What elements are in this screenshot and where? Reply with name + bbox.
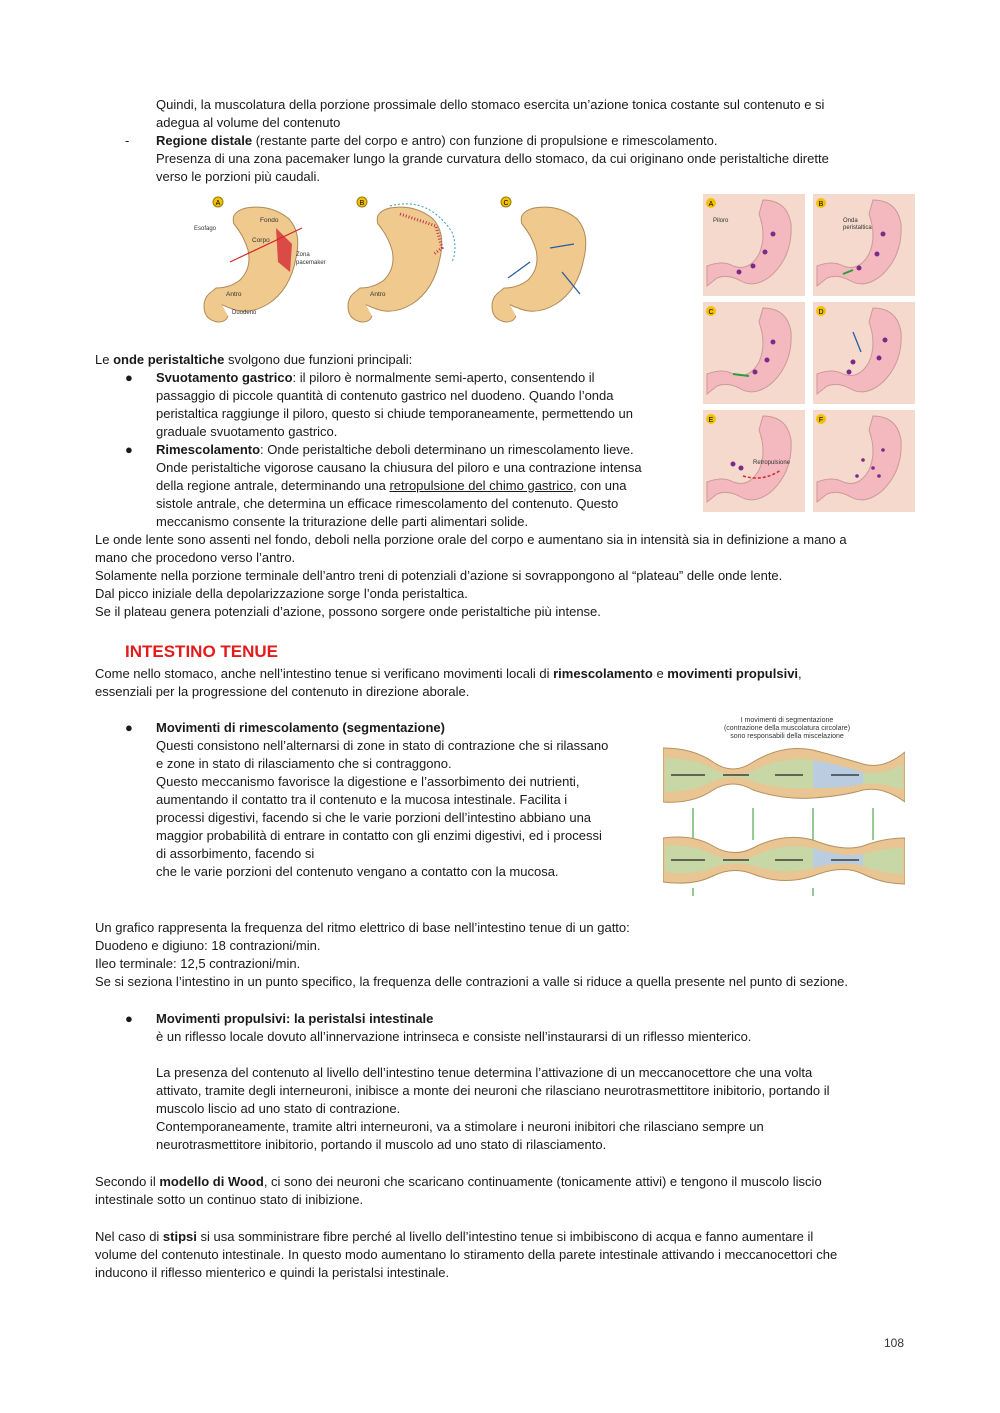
contraction-arrows — [693, 808, 873, 840]
bold-term: Movimenti di rimescolamento (segmentazione) — [156, 720, 445, 735]
text-line: di assorbimento, facendo si — [156, 846, 315, 861]
text-line — [95, 1173, 822, 1191]
text-line — [156, 1010, 433, 1028]
panel-a — [703, 194, 805, 296]
gastric-emptying-figure — [703, 194, 915, 512]
bullet-marker: ● — [125, 442, 133, 457]
diagram-label: Piloro — [713, 218, 729, 224]
text-span: Come nello stomaco, anche nell’intestino tenue si verificano movimenti locali di — [95, 666, 554, 681]
stomach-c-drawing — [492, 197, 586, 322]
text-span: e — [652, 666, 668, 681]
text-line: intestinale sotto un continuo stato di inibizione. — [95, 1192, 364, 1207]
bold-term: Movimenti propulsivi: la peristalsi intestinale — [156, 1011, 434, 1026]
diagram-label: pacemaker — [296, 260, 326, 266]
panel-label: D — [818, 309, 824, 316]
bullet-marker: ● — [125, 1011, 133, 1026]
bold-term: Regione distale — [156, 133, 253, 148]
text-line — [156, 132, 717, 150]
text-line: peristaltica raggiunge il piloro, questo si chiude temporaneamente, permettendo un — [156, 406, 633, 421]
text-line — [95, 665, 802, 683]
panel-label: F — [818, 417, 824, 424]
bold-term: Svuotamento gastrico — [156, 370, 293, 385]
text-line: Duodeno e digiuno: 18 contrazioni/min. — [95, 938, 321, 953]
text-span: della regione antrale, determinando una — [156, 478, 390, 493]
bold-term: rimescolamento — [553, 666, 653, 681]
text-line: meccanismo consente la triturazione delle parti alimentari solide. — [156, 514, 529, 529]
text-line — [156, 719, 445, 737]
panel-label: C — [708, 309, 714, 316]
bold-term: onde peristaltiche — [113, 352, 225, 367]
text-line: processi digestivi, facendo si che le varie porzioni dell’intestino abbiano una — [156, 810, 592, 825]
diagram-label: peristaltica — [843, 225, 872, 231]
text-line: adegua al volume del contenuto — [156, 115, 341, 130]
page-number: 108 — [883, 1336, 904, 1350]
text-span: (restante parte del corpo e antro) con funzione di propulsione e rimescolamento. — [252, 133, 718, 148]
text-line: Un grafico rappresenta la frequenza del ritmo elettrico di base nell’intestino tenue di un gatto: — [95, 920, 630, 935]
text-line: mano che procedono verso l’antro. — [95, 550, 296, 565]
diagram-label: Duodeno — [232, 310, 257, 316]
text-line: Solamente nella porzione terminale dell’antro treni di potenziali d’azione si sovrappongono al “plateau” delle onde lente. — [95, 568, 783, 583]
diagram-label: Corpo — [252, 237, 270, 244]
panel-f — [813, 410, 915, 512]
text-line: Questo meccanismo favorisce la digestione e l’assorbimento dei nutrienti, — [156, 774, 580, 789]
stomach-b-drawing — [348, 197, 455, 322]
panel-b — [813, 194, 915, 296]
text-line: Se il plateau genera potenziali d’azione, possono sorgere onde peristaltiche più intense. — [95, 604, 601, 619]
text-line: essenziali per la progressione del contenuto in direzione aborale. — [95, 684, 470, 699]
text-line: e zone in stato di rilasciamento che si contraggono. — [156, 756, 452, 771]
text-line: Contemporaneamente, tramite altri interneuroni, va a stimolare i neuroni inibitori che rilasciano sempre un — [156, 1119, 764, 1134]
stomach-a-drawing — [194, 197, 326, 322]
text-line: verso le porzioni più caudali. — [156, 169, 321, 184]
diagram-label: Antro — [370, 291, 386, 298]
panel-d — [813, 302, 915, 404]
text-line: aumentando il contatto tra il contenuto e la mucosa intestinale. Facilita i — [156, 792, 568, 807]
text-line: Questi consistono nell’alternarsi di zone in stato di contrazione che si rilassano — [156, 738, 609, 753]
text-line: sistole antrale, che determina un efficace rimescolamento del contenuto. Questo — [156, 496, 619, 511]
underlined-term: retropulsione del chimo gastrico — [389, 478, 573, 493]
panel-label: E — [708, 417, 714, 424]
text-line: Se si seziona l’intestino in un punto specifico, la frequenza delle contrazioni a valle si riduce a quella presente nel punto di sezione. — [95, 974, 849, 989]
text-line — [95, 351, 412, 369]
dash-marker: - — [125, 133, 130, 148]
text-span: Nel caso di — [95, 1229, 163, 1244]
diagram-label: Zona — [296, 252, 310, 258]
text-line: Presenza di una zona pacemaker lungo la grande curvatura dello stomaco, da cui originano onde peristaltiche dirette — [156, 151, 829, 166]
text-span: Secondo il — [95, 1174, 160, 1189]
panel-label: B — [818, 201, 824, 208]
text-line — [156, 477, 627, 495]
bold-term: stipsi — [162, 1229, 197, 1244]
text-line: inducono il riflesso mienterico e quindi la peristalsi intestinale. — [95, 1265, 450, 1280]
text-line: Onde peristaltiche vigorose causano la chiusura del piloro e una contrazione intensa — [156, 460, 642, 475]
text-line: è un riflesso locale dovuto all’innervazione intrinseca e consiste nell’instaurarsi di un riflesso mienterico. — [156, 1029, 752, 1044]
text-line: La presenza del contenuto al livello dell’intestino tenue determina l’attivazione di un meccanocettore che una volta — [156, 1065, 813, 1080]
panel-label: A — [708, 201, 714, 208]
figure-caption: I movimenti di segmentazione — [740, 717, 834, 724]
text-line: Dal picco iniziale della depolarizzazione sorge l’onda peristaltica. — [95, 586, 468, 601]
stomach-regions-figure — [190, 192, 615, 334]
text-line: maggior probabilità di entrare in contatto con gli enzimi digestivi, ed i processi — [156, 828, 602, 843]
panel-label: B — [359, 200, 365, 207]
text-span: Le — [95, 352, 114, 367]
bullet-marker: ● — [125, 370, 133, 385]
intestine-segment-top — [663, 748, 905, 802]
segmentation-figure — [663, 714, 905, 896]
bullet-marker: ● — [125, 720, 133, 735]
diagram-label: Retropulsione — [753, 460, 791, 466]
panel-label: C — [503, 200, 509, 207]
text-span: si usa somministrare fibre perché al livello dell’intestino tenue si imbibiscono di acqua e fanno aumentare il — [196, 1229, 814, 1244]
text-span: : Onde peristaltiche deboli determinano un rimescolamento lieve. — [260, 442, 634, 457]
text-line — [156, 369, 595, 387]
text-span: svolgono due funzioni principali: — [224, 352, 413, 367]
text-span: , — [798, 666, 802, 681]
diagram-label: Esofago — [194, 226, 217, 232]
figure-caption: (contrazione della muscolatura circolare) — [723, 725, 851, 732]
text-line: Le onde lente sono assenti nel fondo, deboli nella porzione orale del corpo e aumentano sia in intensità sia in definizione a mano a — [95, 532, 847, 547]
bold-term: movimenti propulsivi — [667, 666, 799, 681]
panel-label: A — [215, 200, 221, 207]
text-line: muscolo liscio ad uno stato di contrazione. — [156, 1101, 401, 1116]
text-line: Quindi, la muscolatura della porzione prossimale dello stomaco esercita un’azione tonica costante sul contenuto e si — [156, 97, 825, 112]
text-line: neurotrasmettitore inibitorio, portando il muscolo ad uno stato di rilasciamento. — [156, 1137, 607, 1152]
text-span: , con una — [573, 478, 627, 493]
text-line: volume del contenuto intestinale. In questo modo aumentano lo stiramento della parete intestinale attivando i meccanocettori che — [95, 1247, 838, 1262]
text-line: Ileo terminale: 12,5 contrazioni/min. — [95, 956, 301, 971]
text-span: : il piloro è normalmente semi-aperto, consentendo il — [292, 370, 595, 385]
text-line: graduale svuotamento gastrico. — [156, 424, 338, 439]
text-line — [95, 1228, 813, 1246]
text-line — [156, 441, 634, 459]
text-line: attivato, tramite degli interneuroni, inibisce a monte dei neuroni che rilasciano neurotrasmettitore inibitorio, portando il — [156, 1083, 830, 1098]
text-line: che le varie porzioni del contenuto vengano a contatto con la mucosa. — [156, 864, 559, 879]
diagram-label: Onda — [843, 218, 858, 224]
panel-c — [703, 302, 805, 404]
section-heading: INTESTINO TENUE — [125, 642, 279, 661]
bold-term: modello di Wood — [159, 1174, 264, 1189]
diagram-label: Antro — [226, 291, 242, 298]
text-line: passaggio di piccole quantità di contenuto gastrico nel duodeno. Quando l’onda — [156, 388, 614, 403]
figure-caption: sono responsabili della miscelazione — [730, 733, 844, 740]
bold-term: Rimescolamento — [156, 442, 261, 457]
intestine-segment-bottom — [663, 837, 905, 896]
text-span: , ci sono dei neuroni che scaricano continuamente (tonicamente attivi) e tengono il muscolo liscio — [263, 1174, 822, 1189]
diagram-label: Fondo — [260, 217, 279, 224]
panel-e — [703, 410, 805, 512]
